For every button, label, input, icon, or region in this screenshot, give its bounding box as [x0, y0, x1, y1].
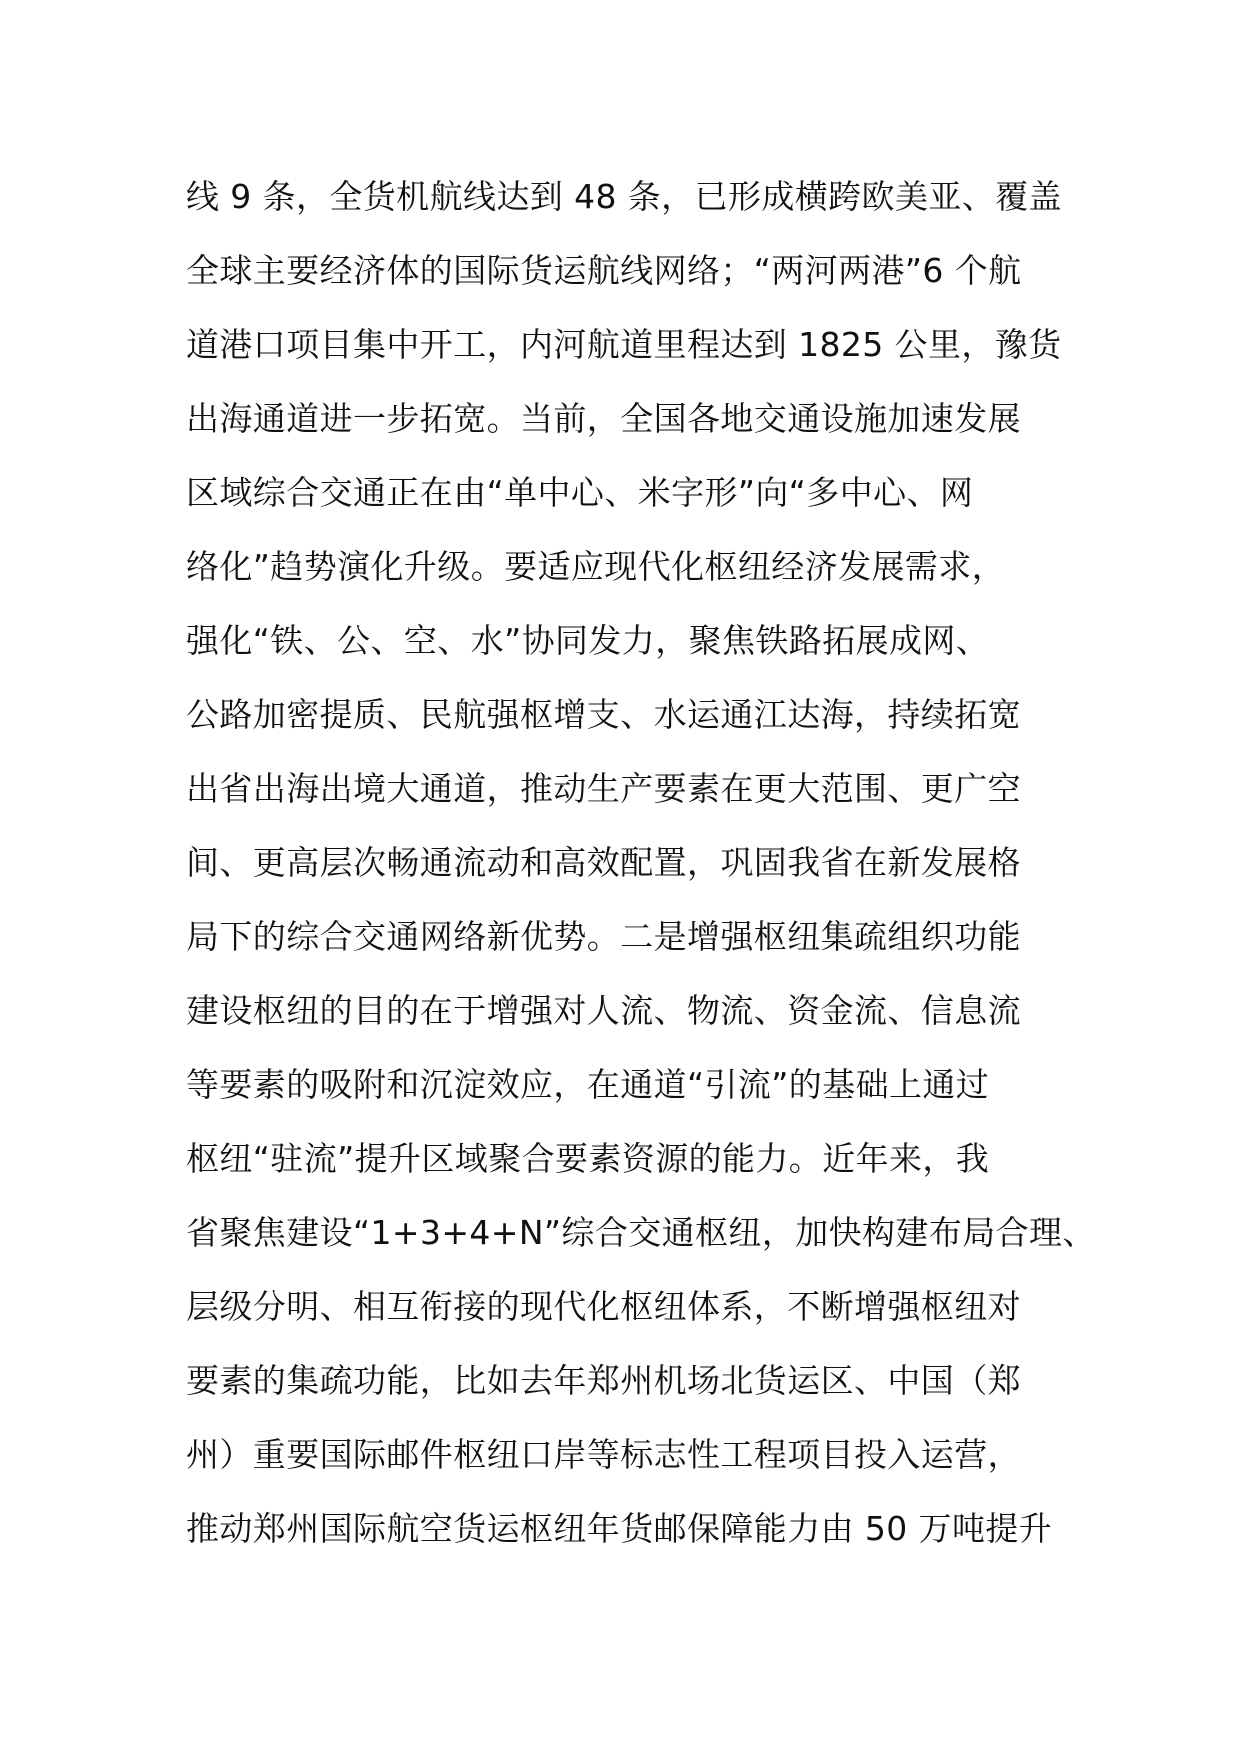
- body-paragraph: [186, 169, 1096, 1575]
- text-line: 等要素的吸附和沉淀效应，在通道“引流”的基础上通过: [186, 1065, 990, 1104]
- text-line: 强化“铁、公、空、水”协同发力，聚焦铁路拓展成网、: [186, 621, 990, 660]
- text-line: 间、更高层次畅通流动和高效配置，巩固我省在新发展格: [186, 843, 1021, 882]
- text-line: 建设枢纽的目的在于增强对人流、物流、资金流、信息流: [186, 991, 1021, 1030]
- text-line: 道港口项目集中开工，内河航道里程达到 1825 公里，豫货: [186, 325, 1062, 364]
- text-line: 线 9 条，全货机航线达到 48 条，已形成横跨欧美亚、覆盖: [186, 177, 1062, 216]
- text-line: 公路加密提质、民航强枢增支、水运通江达海，持续拓宽: [186, 695, 1021, 734]
- text-line: 局下的综合交通网络新优势。二是增强枢纽集疏组织功能: [186, 917, 1021, 956]
- text-line: 络化”趋势演化升级。要适应现代化枢纽经济发展需求，: [186, 547, 1006, 586]
- text-line: 出海通道进一步拓宽。当前，全国各地交通设施加速发展: [186, 399, 1021, 438]
- text-line: 全球主要经济体的国际货运航线网络；“两河两港”6 个航: [186, 251, 1022, 290]
- text-line: 出省出海出境大通道，推动生产要素在更大范围、更广空: [186, 769, 1021, 808]
- text-line: 要素的集疏功能，比如去年郑州机场北货运区、中国（郑: [186, 1361, 1021, 1400]
- text-line: 推动郑州国际航空货运枢纽年货邮保障能力由 50 万吨提升: [186, 1509, 1053, 1548]
- text-line: 层级分明、相互衔接的现代化枢纽体系，不断增强枢纽对: [186, 1287, 1021, 1326]
- text-line: 枢纽“驻流”提升区域聚合要素资源的能力。近年来，我: [186, 1139, 990, 1178]
- text-line: 州）重要国际邮件枢纽口岸等标志性工程项目投入运营，: [186, 1435, 1021, 1474]
- text-line: 省聚焦建设“1+3+4+N”综合交通枢纽，加快构建布局合理、: [186, 1213, 1096, 1252]
- text-line: 区域综合交通正在由“单中心、米字形”向“多中心、网: [186, 473, 974, 512]
